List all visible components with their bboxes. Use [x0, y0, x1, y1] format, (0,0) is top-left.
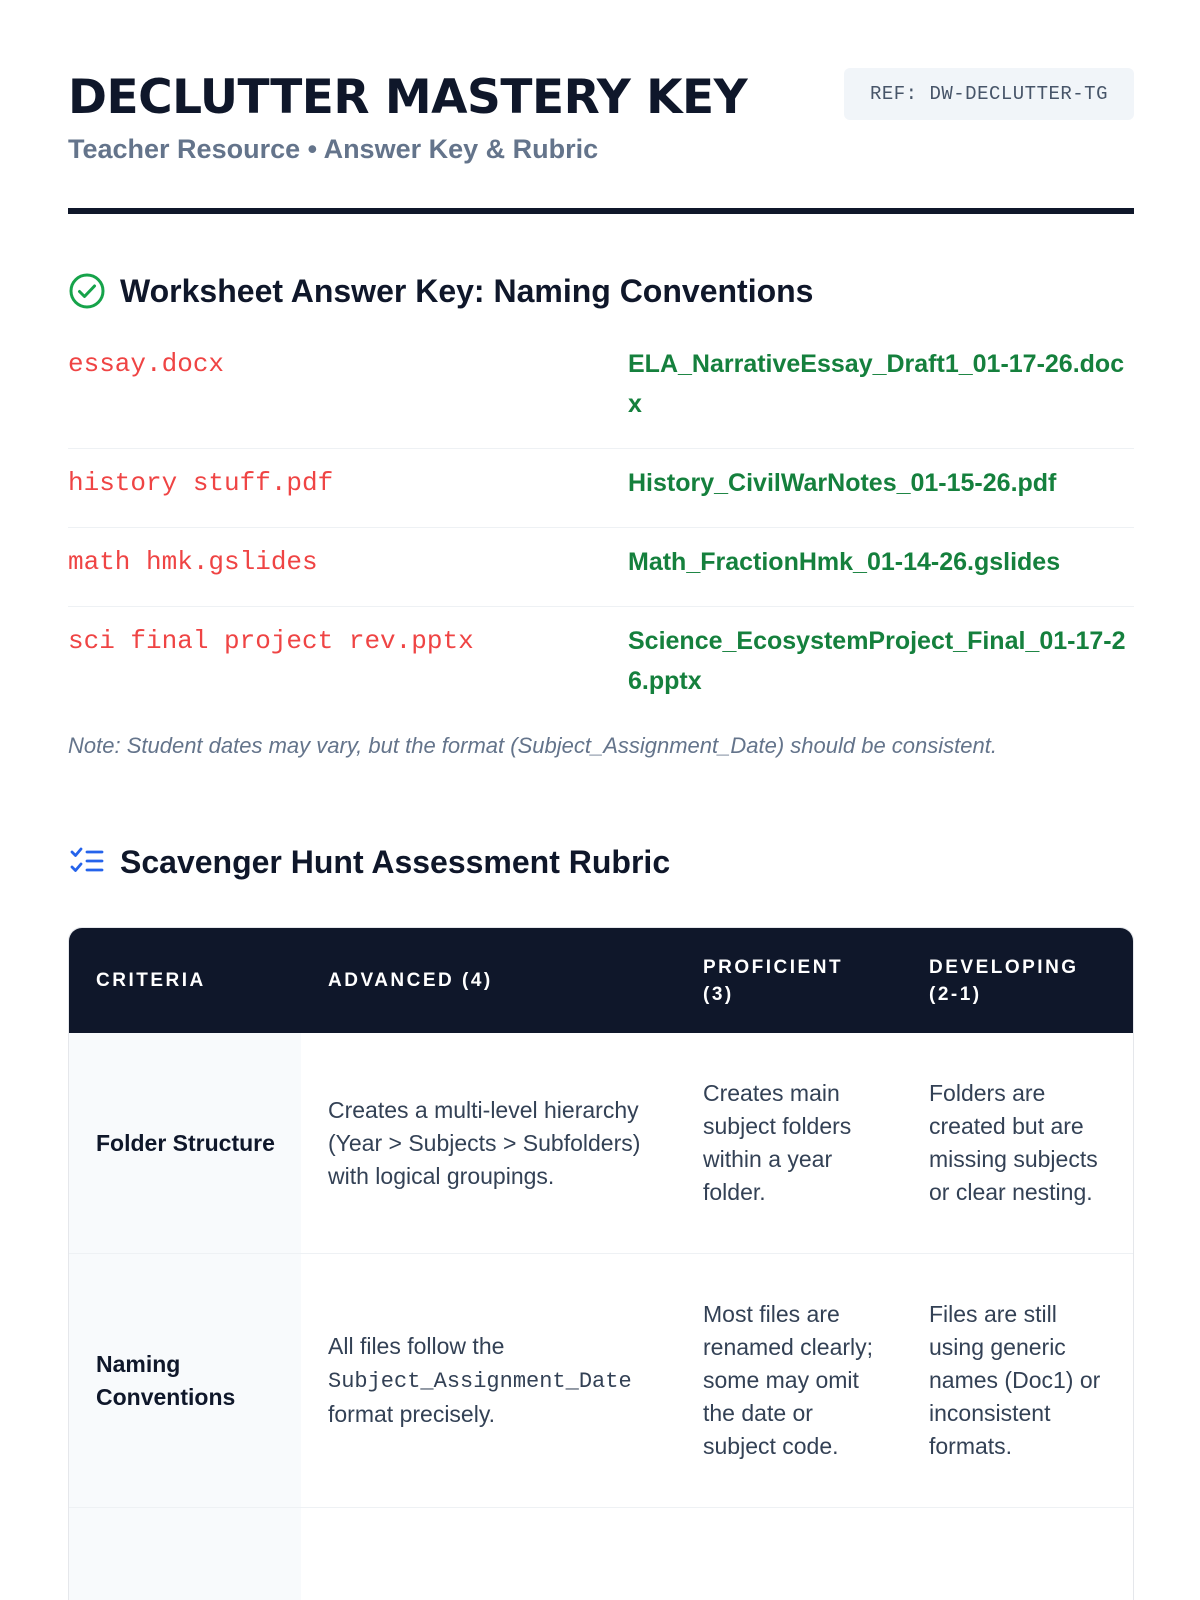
checklist-icon	[68, 843, 106, 881]
answer-key-note: Note: Student dates may vary, but the format (Subject_Assignment_Date) should be consistent.	[68, 733, 997, 758]
column-header: PROFICIENT (3)	[676, 928, 902, 1033]
rubric-table	[68, 927, 1134, 1600]
advanced-text: format precisely.	[328, 1401, 496, 1427]
list-item	[68, 528, 1134, 607]
developing-cell	[902, 1508, 1133, 1600]
criteria-cell	[69, 1508, 301, 1600]
original-filename: sci final project rev.pptx	[68, 626, 474, 656]
original-filename: essay.docx	[68, 349, 225, 379]
header	[68, 0, 1134, 214]
original-filename: math hmk.gslides	[68, 547, 318, 577]
proficient-cell	[676, 1508, 902, 1600]
advanced-cell	[301, 1508, 676, 1600]
reference-badge: REF: DW-DECLUTTER-TG	[844, 68, 1134, 120]
column-header: DEVELOPING (2-1)	[902, 928, 1133, 1033]
advanced-cell	[301, 1254, 676, 1508]
developing-cell: Folders are created but are missing subjects or clear nesting.	[902, 1033, 1133, 1254]
corrected-filename: Science_EcosystemProject_Final_01-17-26.pptx	[628, 627, 1126, 695]
page-title: DECLUTTER MASTERY KEY	[68, 70, 748, 125]
advanced-text: All files follow the	[328, 1333, 505, 1359]
list-item	[68, 607, 1134, 725]
answer-key-title: Worksheet Answer Key: Naming Conventions	[120, 272, 814, 309]
format-code: Subject_Assignment_Date	[328, 1369, 632, 1394]
page-subtitle: Teacher Resource • Answer Key & Rubric	[68, 134, 599, 164]
proficient-cell: Creates main subject folders within a year folder.	[676, 1033, 902, 1254]
answer-key-list	[68, 344, 1134, 725]
table-row	[69, 1508, 1133, 1600]
rubric-title: Scavenger Hunt Assessment Rubric	[120, 843, 671, 880]
rubric-heading	[68, 843, 1134, 881]
criteria-cell: Naming Conventions	[69, 1254, 301, 1508]
table-row	[69, 1254, 1133, 1508]
table-row	[69, 1033, 1133, 1254]
check-circle-icon	[68, 272, 106, 310]
original-filename: history stuff.pdf	[68, 468, 334, 498]
list-item	[68, 344, 1134, 449]
corrected-filename: History_CivilWarNotes_01-15-26.pdf	[628, 469, 1057, 497]
list-item	[68, 449, 1134, 528]
answer-key-heading	[68, 272, 1134, 310]
column-header: ADVANCED (4)	[301, 928, 676, 1033]
developing-cell: Files are still using generic names (Doc1) or inconsistent formats.	[902, 1254, 1133, 1508]
criteria-cell: Folder Structure	[69, 1033, 301, 1254]
corrected-filename: ELA_NarrativeEssay_Draft1_01-17-26.docx	[628, 350, 1125, 418]
column-header: CRITERIA	[69, 928, 301, 1033]
proficient-cell: Most files are renamed clearly; some may omit the date or subject code.	[676, 1254, 902, 1508]
corrected-filename: Math_FractionHmk_01-14-26.gslides	[628, 548, 1061, 576]
table-header-row	[69, 928, 1133, 1033]
advanced-cell: Creates a multi-level hierarchy (Year > Subjects > Subfolders) with logical groupings.	[301, 1033, 676, 1254]
